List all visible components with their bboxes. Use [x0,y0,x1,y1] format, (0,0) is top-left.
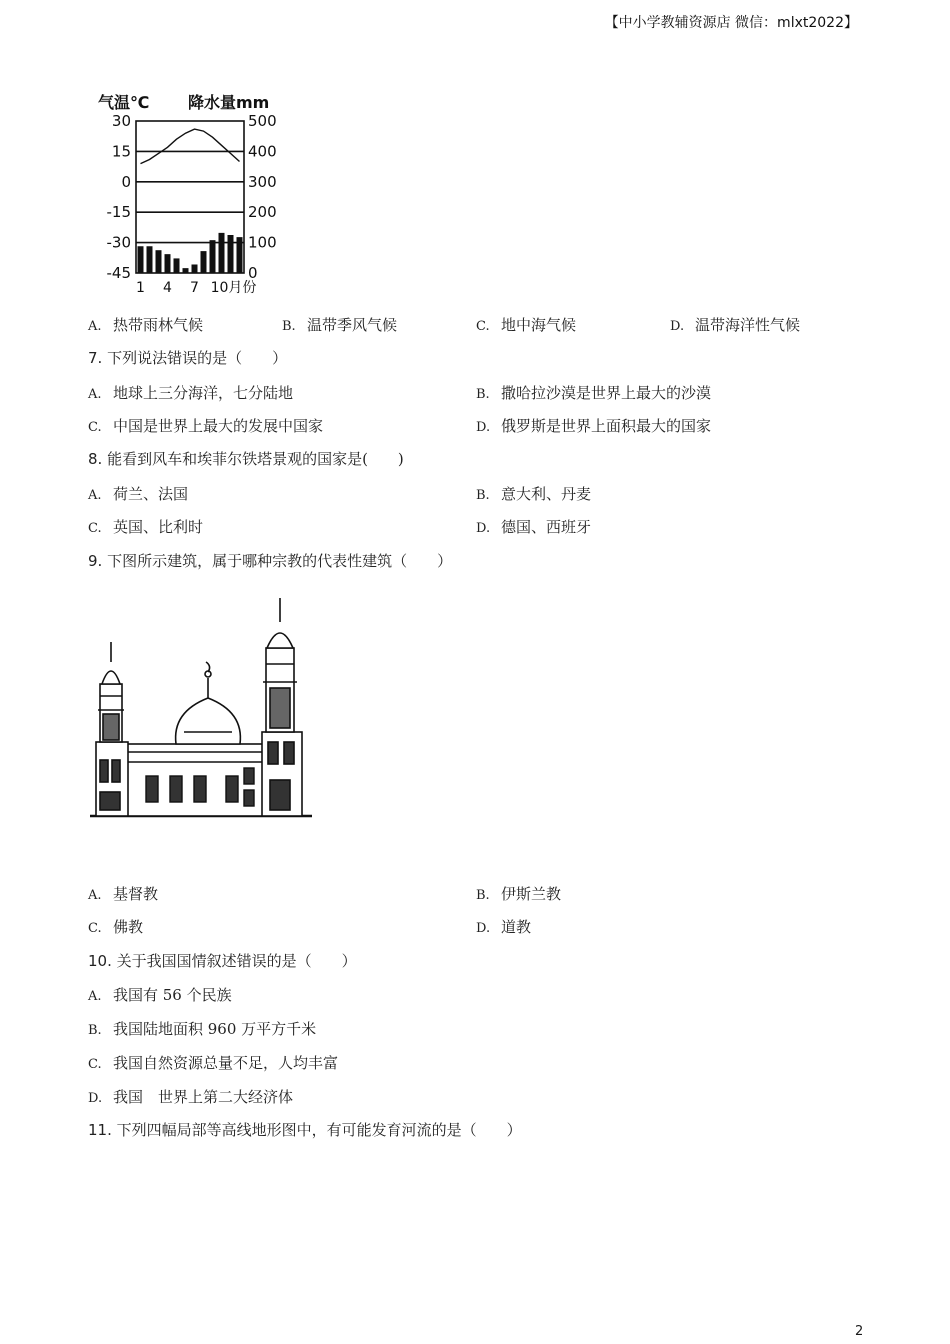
option-letter: C. [88,1057,102,1072]
question-text: 下图所示建筑，属于哪种宗教的代表性建筑（ ） [102,552,453,570]
option-letter: D. [476,420,491,435]
question-number: 10. [88,952,112,970]
precip-tick-label: 300 [248,172,277,191]
option-letter: B. [476,387,490,402]
option-text: 伊斯兰教 [501,885,562,903]
option-letter: A. [88,989,102,1004]
option-text: 意大利、丹麦 [501,485,592,503]
q7-option-d[interactable] [476,415,711,436]
q6-option-a[interactable] [88,314,203,335]
precip-bar [147,246,153,273]
q7-option-b[interactable] [476,382,711,403]
temp-tick-label: 15 [111,142,131,161]
option-letter: D. [476,521,491,536]
q9-option-c[interactable] [88,916,143,937]
option-letter: B. [88,1023,102,1038]
option-text: 我国陆地面积 960 万平方千米 [113,1020,317,1038]
option-text: 我国有 56 个民族 [113,986,232,1004]
q10-option-b[interactable] [88,1018,316,1039]
precip-tick-label: 0 [248,264,258,282]
precip-bar [210,240,216,273]
question-7 [88,347,287,368]
option-text: 我国 世界上第二大经济体 [113,1088,294,1106]
temp-tick-label: -45 [106,264,131,282]
climate-chart [92,86,292,301]
precip-bar [183,268,189,273]
temperature-line [141,129,240,164]
option-text: 德国、西班牙 [501,518,592,536]
q8-option-c[interactable] [88,516,203,537]
q10-option-d[interactable] [88,1086,293,1107]
temp-axis-label: 气温℃ [98,93,150,112]
month-tick-label: 10月份 [210,280,257,296]
precip-axis-label: 降水量mm [188,93,270,112]
question-number: 11. [88,1121,112,1139]
precip-bar [156,250,162,273]
question-text: 下列四幅局部等高线地形图中，有可能发育河流的是（ ） [111,1121,522,1139]
q6-option-c[interactable] [476,314,576,335]
precip-bar [228,235,234,273]
q6-option-d[interactable] [670,314,800,335]
precip-tick-label: 400 [248,142,277,161]
precip-bar [192,264,198,273]
option-text: 我国自然资源总量不足，人均丰富 [113,1054,339,1072]
temp-tick-label: 0 [121,172,131,191]
option-letter: B. [476,888,490,903]
precip-bar [201,251,207,273]
option-letter: B. [476,488,490,503]
q7-option-a[interactable] [88,382,293,403]
option-letter: D. [476,921,491,936]
precip-tick-label: 200 [248,203,277,222]
q8-option-b[interactable] [476,483,591,504]
question-number: 9. [88,552,103,570]
precip-bar [165,254,171,273]
precip-bar [138,246,144,273]
question-9 [88,550,452,571]
option-letter: A. [88,387,102,402]
q9-option-a[interactable] [88,883,158,904]
option-letter: A. [88,319,102,334]
option-letter: A. [88,488,102,503]
question-number: 7. [88,349,103,367]
option-text: 俄罗斯是世界上面积最大的国家 [501,417,712,435]
q9-option-b[interactable] [476,883,561,904]
q7-option-c[interactable] [88,415,323,436]
page-header: 【中小学教辅资源店 微信：mlxt2022】 [604,15,858,31]
question-number: 8. [88,450,103,468]
question-text: 关于我国国情叙述错误的是（ ） [111,952,357,970]
q6-option-b[interactable] [282,314,397,335]
q10-option-a[interactable] [88,984,232,1005]
temp-tick-label: -30 [106,233,131,252]
question-11 [88,1119,522,1140]
option-text: 温带季风气候 [307,316,398,334]
option-text: 英国、比利时 [113,518,204,536]
temp-tick-label: -15 [106,203,131,222]
option-letter: D. [88,1091,103,1106]
month-tick-label: 7 [190,280,199,296]
option-text: 地中海气候 [501,316,577,334]
question-text: 能看到风车和埃菲尔铁塔景观的国家是( ) [102,450,404,468]
option-text: 中国是世界上最大的发展中国家 [113,417,324,435]
plot-area [136,121,244,273]
month-tick-label: 4 [163,280,172,296]
q8-option-a[interactable] [88,483,188,504]
q8-option-d[interactable] [476,516,591,537]
option-letter: C. [476,319,490,334]
precip-bar [174,258,180,273]
month-tick-label: 1 [136,280,145,296]
q9-option-d[interactable] [476,916,531,937]
option-text: 热带雨林气候 [113,316,204,334]
option-text: 荷兰、法国 [113,485,189,503]
option-text: 佛教 [113,918,144,936]
precip-bar [237,237,243,273]
mosque-illustration [86,592,316,827]
option-text: 温带海洋性气候 [695,316,801,334]
page-number: 2 [855,1324,864,1339]
precip-bar [219,233,225,273]
q10-option-c[interactable] [88,1052,338,1073]
option-text: 撒哈拉沙漠是世界上最大的沙漠 [501,384,712,402]
option-text: 基督教 [113,885,159,903]
option-letter: C. [88,921,102,936]
precip-tick-label: 500 [248,112,277,130]
option-letter: B. [282,319,296,334]
option-letter: D. [670,319,685,334]
option-letter: A. [88,888,102,903]
option-text: 道教 [501,918,532,936]
temp-tick-label: 30 [111,112,131,130]
question-8 [88,448,404,469]
question-10 [88,950,357,971]
precip-tick-label: 100 [248,233,277,252]
option-letter: C. [88,521,102,536]
option-text: 地球上三分海洋，七分陆地 [113,384,294,402]
option-letter: C. [88,420,102,435]
question-text: 下列说法错误的是（ ） [102,349,288,367]
